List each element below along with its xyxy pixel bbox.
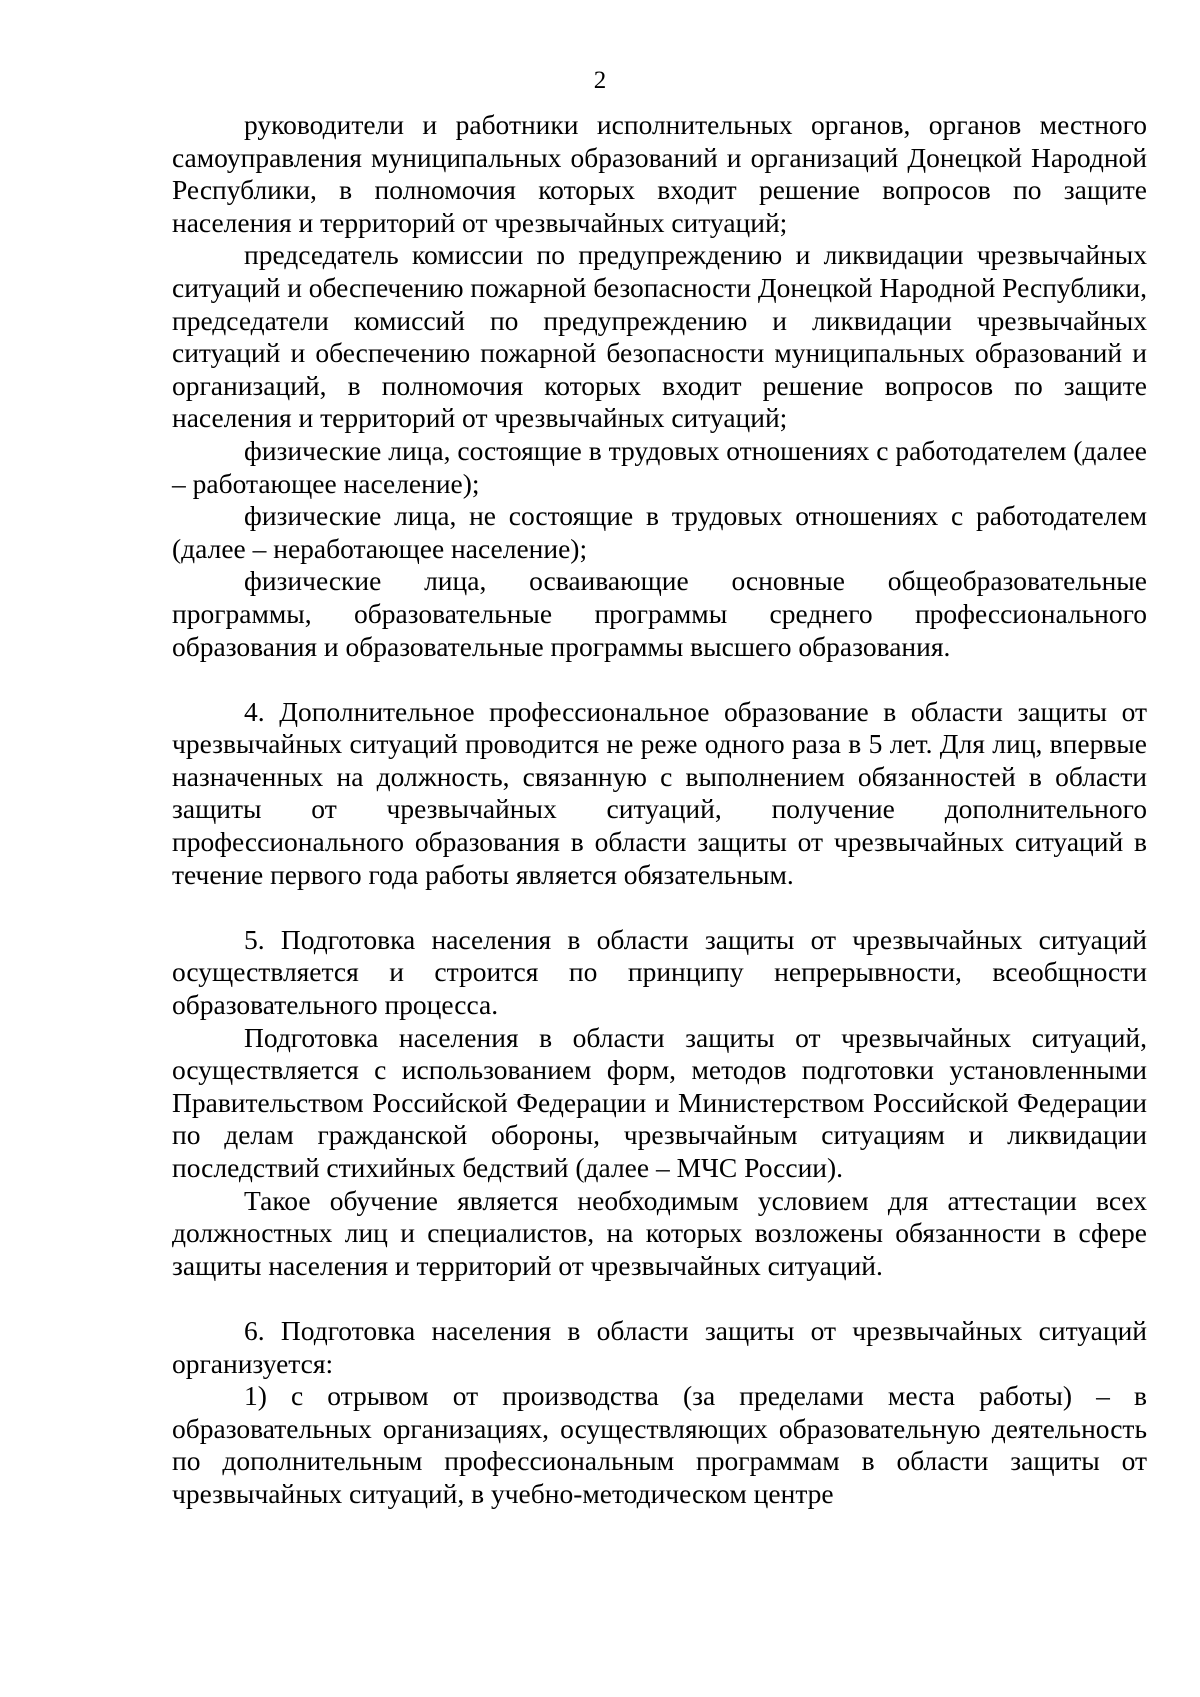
paragraph-spacer — [172, 663, 1147, 696]
paragraph-section-5: 5. Подготовка населения в области защиты от чрезвычайных ситуаций осуществляется и строится по принципу непрерывности, всеобщности образовательного процесса. — [172, 923, 1147, 1021]
paragraph-section-6-item-1: 1) с отрывом от производства (за пределами места работы) – в образовательных организациях, осуществляющих образовательную деятельность по дополнительным профессиональным программам в области защиты от чрезвычайных ситуаций, в учебно-методическом центре — [172, 1380, 1147, 1509]
paragraph-commission-chair: председатель комиссии по предупреждению и ликвидации чрезвычайных ситуаций и обеспечению пожарной безопасности Донецкой Народной Республики, председатели комиссий по предупреждению и ликвидации чрезвычайных ситуаций и обеспечению пожарной безопасности муниципальных образований и организаций, в полномочия которых входит решение вопросов по защите населения и территорий от чрезвычайных ситуаций; — [172, 239, 1148, 434]
document-body — [172, 109, 1147, 1511]
page-number: 2 — [593, 67, 607, 94]
paragraph-section-5-attestation: Такое обучение является необходимым условием для аттестации всех должностных лиц и специалистов, на которых возложены обязанности в сфере защиты населения и территорий от чрезвычайных ситуаций. — [172, 1184, 1147, 1281]
paragraph-students: физические лица, осваивающие основные общеобразовательные программы, образовательные программы среднего профессионального образования и образовательные программы высшего образования. — [172, 565, 1147, 662]
paragraph-managers: руководители и работники исполнительных органов, органов местного самоуправления муниципальных образований и организаций Донецкой Народной Республики, в полномочия которых входит решение вопросов по защите населения и территорий от чрезвычайных ситуаций; — [172, 109, 1147, 238]
paragraph-section-4: 4. Дополнительное профессиональное образование в области защиты от чрезвычайных ситуаций проводится не реже одного раза в 5 лет. Для лиц, впервые назначенных на должность, связанную с выполнением обязанностей в области защиты от чрезвычайных ситуаций, получение дополнительного профессионального образования в области защиты от чрезвычайных ситуаций в течение первого года работы является обязательным. — [172, 695, 1147, 890]
paragraph-section-5-methods: Подготовка населения в области защиты от чрезвычайных ситуаций, осуществляется с использованием форм, методов подготовки установленными Правительством Российской Федерации и Министерством Российской Федерации по делам гражданской обороны, чрезвычайным ситуациям и ликвидации последствий стихийных бедствий (далее – МЧС России). — [172, 1021, 1147, 1183]
paragraph-working-population: физические лица, состоящие в трудовых отношениях с работодателем (далее – работающее население); — [172, 434, 1147, 499]
paragraph-spacer — [172, 891, 1147, 924]
paragraph-spacer — [172, 1282, 1147, 1315]
paragraph-nonworking-population: физические лица, не состоящие в трудовых отношениях с работодателем (далее – неработающее население); — [172, 500, 1147, 564]
paragraph-section-6: 6. Подготовка населения в области защиты от чрезвычайных ситуаций организуется: — [172, 1314, 1147, 1379]
